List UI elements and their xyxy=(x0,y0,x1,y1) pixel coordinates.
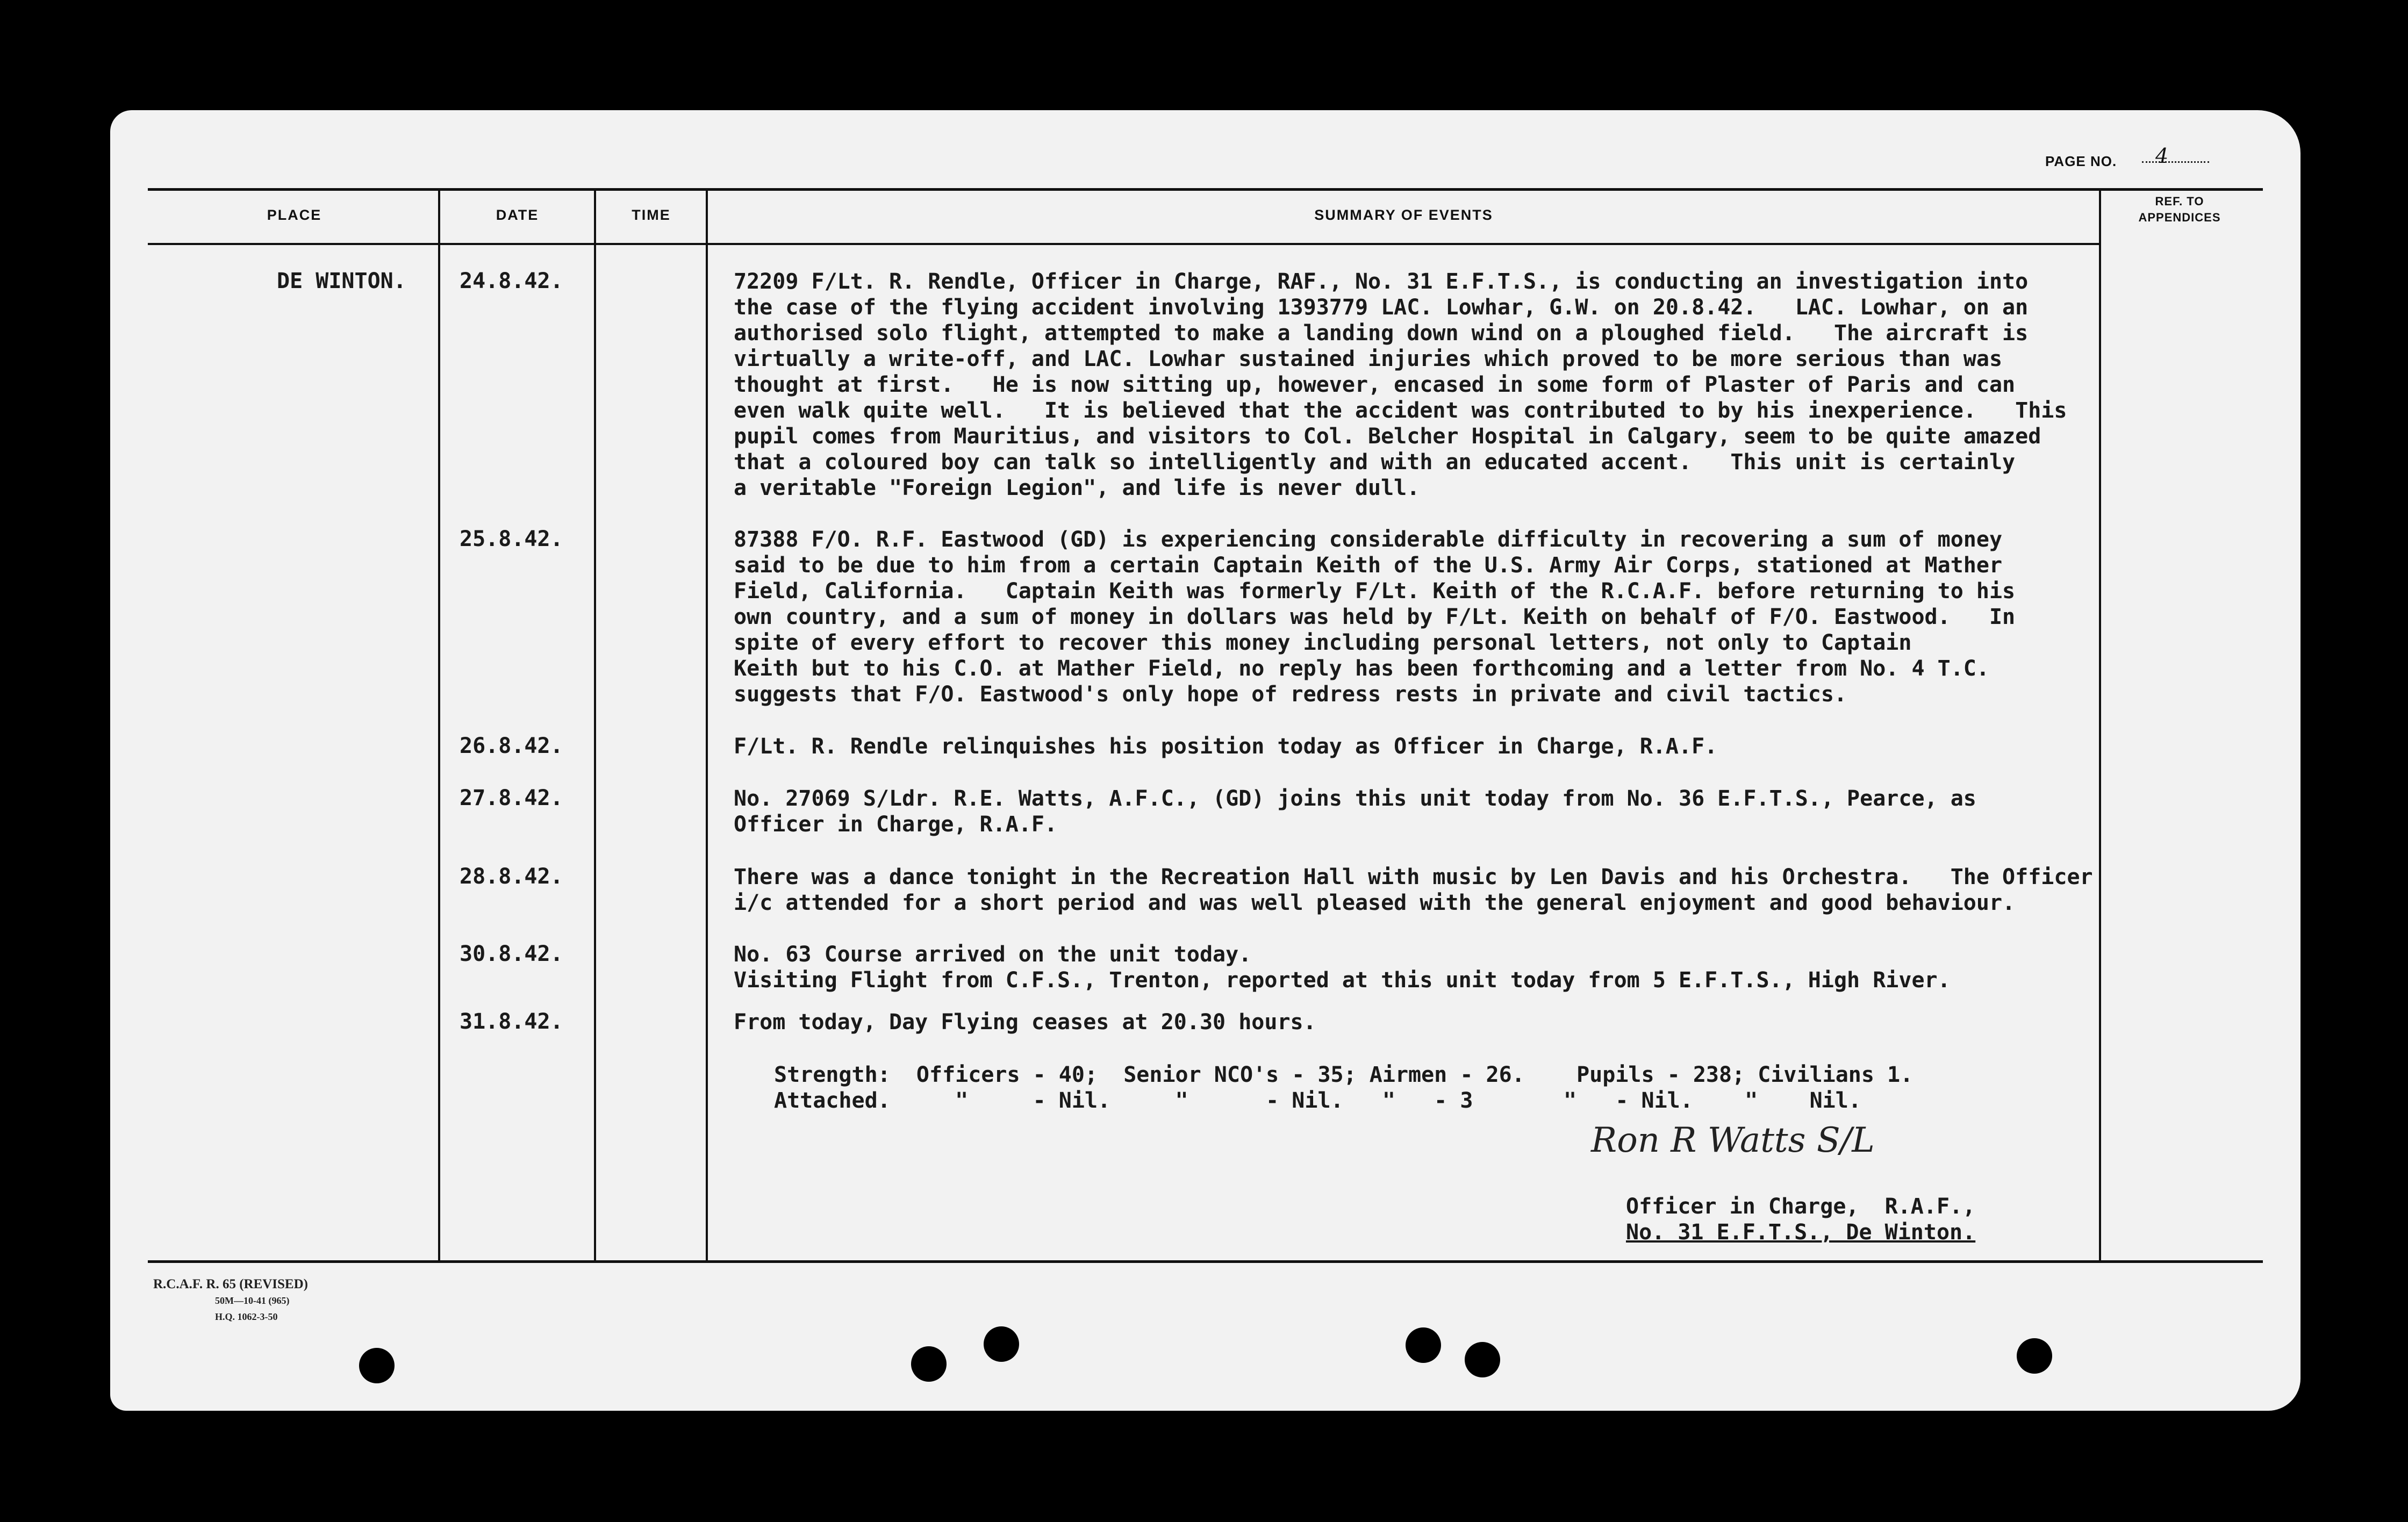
summary-entry: 72209 F/Lt. R. Rendle, Officer in Charge, RAF., No. 31 E.F.T.S., is conducting an investigation into the case of the flying accident involving 1393779 LAC. Lowhar, G.W. on 20.8.42. LAC. Lowhar, on an authorised solo flight, attempted to make a landing down wind on a ploughed field. The aircraft is virtually a write-off, and LAC. Lowhar sustained injuries which proved to be more serious than was thought at first. He is now sitting up, however, encased in some form of Plaster of Paris and can even walk quite well. It is believed that the accident was contributed to by his inexperience. This pupil comes from Mauritius, and visitors to Col. Belcher Hospital in Calgary, seem to be quite amazed that a coloured boy can talk so intelligently and with an educated accent. This unit is certainly a veritable "Foreign Legion", and life is never dull. xyxy=(734,269,2067,500)
date-cell: 30.8.42. xyxy=(460,942,563,966)
handwritten-signature: Ron R Watts S/L xyxy=(1591,1121,1875,1160)
summary-entry: 87388 F/O. R.F. Eastwood (GD) is experiencing considerable difficulty in recovering a sum of money said to be due to him from a certain Captain Keith of the U.S. Army Air Corps, stationed at Mather Field, California. Captain Keith was formerly F/Lt. Keith of the R.C.A.F. before returning to his own country, and a sum of money in dollars was held by F/Lt. Keith on behalf of F/O. Eastwood. In spite of every effort to recover this money including personal letters, not only to Captain Keith but to his C.O. at Mather Field, no reply has been forthcoming and a letter from No. 4 T.C. suggests that F/O. Eastwood's only hope of redress rests in private and civil tactics. xyxy=(734,527,2016,707)
signature-unit: No. 31 E.F.T.S., De Winton. xyxy=(1626,1220,1976,1245)
page-number-dotted-line xyxy=(2142,161,2209,163)
strength-line: Strength: Officers - 40; Senior NCO's - 35; Airmen - 26. Pupils - 238; Civilians 1. xyxy=(774,1062,1914,1087)
place-cell: DE WINTON. xyxy=(277,269,406,293)
summary-entry: From today, Day Flying ceases at 20.30 hours. xyxy=(734,1010,1316,1035)
hq-code: H.Q. 1062-3-50 xyxy=(215,1311,278,1322)
table-top-rule xyxy=(148,188,2263,191)
summary-entry: No. 27069 S/Ldr. R.E. Watts, A.F.C., (GD) joins this unit today from No. 36 E.F.T.S., Pearce, as Officer in Charge, R.A.F. xyxy=(734,786,1976,837)
date-cell: 24.8.42. xyxy=(460,269,563,293)
punch-hole xyxy=(911,1346,947,1382)
punch-hole xyxy=(359,1348,395,1383)
punch-hole xyxy=(2017,1338,2052,1374)
page-number-value: 4 xyxy=(2155,144,2169,168)
header-bottom-rule xyxy=(148,243,2099,245)
date-cell: 31.8.42. xyxy=(460,1009,563,1034)
column-header-summary: SUMMARY OF EVENTS xyxy=(1314,207,1493,223)
column-header-date: DATE xyxy=(496,207,539,223)
date-cell: 28.8.42. xyxy=(460,864,563,889)
ref-header-line2: APPENDICES xyxy=(2138,211,2221,224)
punch-hole xyxy=(1465,1342,1500,1377)
date-cell: 25.8.42. xyxy=(460,527,563,551)
column-divider-date-time xyxy=(594,191,596,1260)
column-divider-time-summary xyxy=(706,191,708,1260)
column-header-ref-appendices xyxy=(2099,193,2260,226)
print-code: 50M—10-41 (965) xyxy=(215,1295,290,1306)
table-bottom-rule xyxy=(148,1260,2263,1263)
ref-header-line1: REF. TO xyxy=(2155,195,2204,208)
column-header-place: PLACE xyxy=(267,207,322,223)
date-cell: 27.8.42. xyxy=(460,786,563,810)
summary-entry: No. 63 Course arrived on the unit today. Visiting Flight from C.F.S., Trenton, reported at this unit today from 5 E.F.T.S., High River. xyxy=(734,942,1951,993)
summary-entry: There was a dance tonight in the Recreation Hall with music by Len Davis and his Orchestra. The Officer i/c attended for a short period and was well pleased with the general enjoyment and good behaviour. xyxy=(734,865,2093,915)
form-footer xyxy=(153,1276,308,1325)
summary-entry: F/Lt. R. Rendle relinquishes his position today as Officer in Charge, R.A.F. xyxy=(734,734,1718,759)
date-cell: 26.8.42. xyxy=(460,734,563,758)
form-number: R.C.A.F. R. 65 (REVISED) xyxy=(153,1277,308,1291)
punch-hole xyxy=(1406,1327,1441,1363)
column-divider-place-date xyxy=(438,191,440,1260)
page-number-label: PAGE NO. xyxy=(2045,153,2117,169)
signature-title: Officer in Charge, R.A.F., xyxy=(1626,1194,1976,1219)
punch-hole xyxy=(984,1326,1019,1362)
column-header-time: TIME xyxy=(632,207,671,223)
attached-line: Attached. " - Nil. " - Nil. " - 3 " - Nil. " Nil. xyxy=(774,1088,1861,1113)
